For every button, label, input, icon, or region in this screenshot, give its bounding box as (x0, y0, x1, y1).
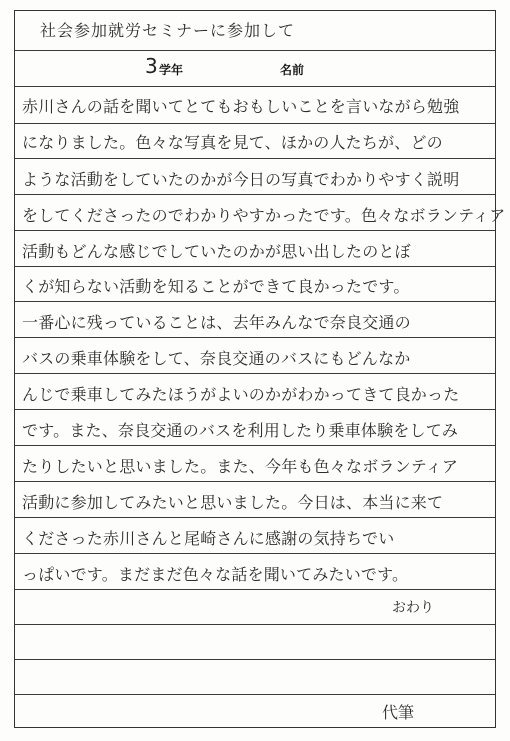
essay-line: くださった赤川さんと尾崎さんに感謝の気持ちでい (22, 529, 395, 548)
ruled-line (15, 50, 495, 51)
ruled-line (15, 230, 495, 231)
ruled-line (15, 481, 495, 482)
essay-line: バスの乗車体験をして、奈良交通のバスにもどんなか (22, 349, 411, 368)
grade-number: 3 (145, 54, 158, 78)
ruled-line (15, 659, 495, 660)
grade-name-row (145, 54, 445, 81)
ruled-line (15, 194, 495, 195)
essay-line: 一番心に残っていることは、去年みんなで奈良交通の (22, 313, 411, 332)
essay-line: たりしたいと思いました。また、今年も色々なボランティア (22, 457, 459, 476)
ruled-line (15, 158, 495, 159)
ruled-line (15, 553, 495, 554)
ruled-line (15, 337, 495, 338)
name-label: 名前 (280, 63, 305, 77)
ruled-line (15, 694, 495, 695)
essay-line: をしてくださったのでわかりやすかったです。色々なボランティア (22, 206, 506, 225)
proxy-writing-note: 代筆 (382, 703, 415, 722)
essay-line: 活動もどんな感じでしていたのかが思い出したのとぼ (22, 242, 411, 261)
ruled-line (15, 123, 495, 124)
essay-line: ような活動をしていたのかが今日の写真でわかりやすく説明 (22, 170, 460, 189)
ruled-line (15, 445, 495, 446)
ruled-line (15, 589, 495, 590)
page-border (14, 10, 496, 728)
essay-line: んじで乗車してみたほうがよいのかがわかってきて良かった (22, 385, 460, 404)
ruled-line (15, 301, 495, 302)
essay-title: 社会参加就労セミナーに参加して (40, 21, 296, 40)
ruled-line (15, 409, 495, 410)
ruled-line (15, 624, 495, 625)
essay-line: になりました。色々な写真を見て、ほかの人たちが、どの (22, 133, 443, 152)
essay-line: くが知らない活動を知ることができて良かったです。 (22, 277, 410, 296)
grade-label: 学年 (159, 63, 184, 77)
ruled-line (15, 266, 495, 267)
closing-text: おわり (392, 600, 434, 616)
ruled-line (15, 86, 495, 87)
ruled-line (15, 517, 495, 518)
essay-line: 活動に参加してみたいと思いました。今日は、本当に来て (22, 493, 444, 512)
ruled-line (15, 373, 495, 374)
essay-line: っぱいです。まだまだ色々な話を聞いてみたいです。 (22, 565, 409, 584)
essay-line: です。また、奈良交通のバスを利用したり乗車体験をしてみ (22, 421, 459, 440)
essay-line: 赤川さんの話を聞いてとてもおもしいことを言いながら勉強 (22, 97, 460, 116)
